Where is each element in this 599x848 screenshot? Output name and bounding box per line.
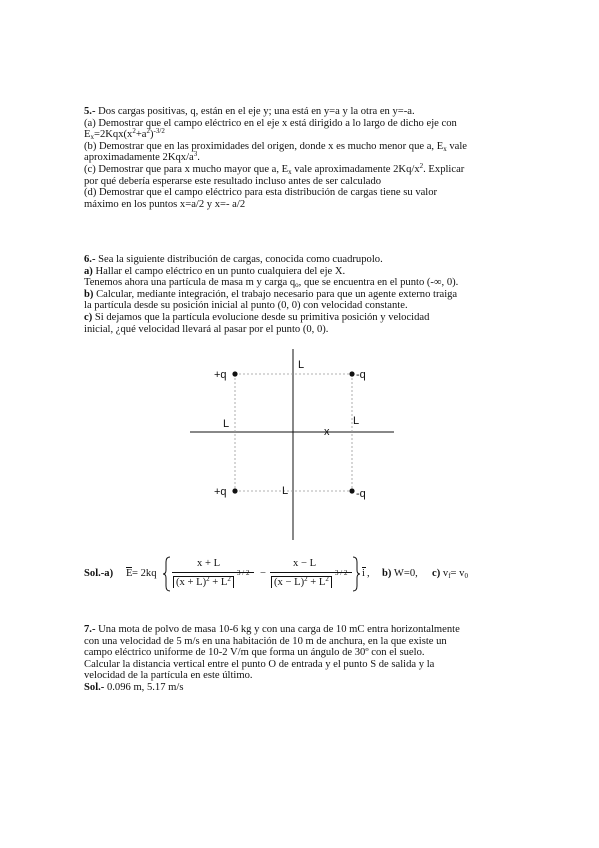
part-b-answer: b) W=0, <box>382 568 418 579</box>
problem-7-line-4: Calcular la distancia vertical entre el punto O de entrada y el punto S de salida y la <box>84 658 435 670</box>
x-axis-label: x <box>324 426 330 438</box>
unit-vector-i: i <box>362 568 365 579</box>
separator-comma: , <box>367 568 370 579</box>
charge-dot-bottom-right <box>349 488 354 493</box>
problem-6-line-3: Tenemos ahora una partícula de masa m y carga $q_o$, que se encuentra en el punto (-∞, 0). <box>84 277 459 290</box>
problem-5-number: 5.- <box>84 106 96 117</box>
problem-5-line-3: $E_x=2Kqx(x^2+a^2)^{-3/2}$ <box>84 127 165 142</box>
solution-6-label: Sol.-a) <box>84 568 114 579</box>
problem-6-line-1: 6.- Sea la siguiente distribución de cargas, conocida como cuadrupolo. <box>84 254 383 265</box>
equals-2kq: = 2kq <box>132 568 157 579</box>
problem-5-line-7: por qué debería esperarse este resultado incluso antes de ser calculado <box>84 175 382 187</box>
right-brace <box>352 556 360 592</box>
problem-7-solution: Sol.- 0.096 m, 5.17 m/s <box>84 681 184 693</box>
problem-6-line-6: c) Si dejamos que la partícula evolucione desde su primitiva posición y velocidad <box>84 311 430 323</box>
problem-5-line-2: (a) Demostrar que el campo eléctrico en el eje x está dirigido a lo largo de dicho eje con <box>84 117 457 129</box>
length-label-top: L <box>298 359 305 371</box>
charge-dot-bottom-left <box>232 488 237 493</box>
problem-5-line-1: 5.- Dos cargas positivas, q, están en el eje y; una está en y=a y la otra en y=-a. <box>84 106 415 117</box>
problem-7 <box>84 624 524 694</box>
problem-7-line-5: velocidad de la partícula en este último. <box>84 670 253 682</box>
problem-6-number: 6.- <box>84 254 96 265</box>
problem-5-line-9: máximo en los puntos x=a/2 y x=- a/2 <box>84 198 246 210</box>
quadrupole-diagram <box>188 349 400 540</box>
minus-sign: − <box>260 568 266 579</box>
length-label-bottom: L <box>282 485 289 497</box>
problem-7-number: 7.- <box>84 624 96 635</box>
fraction-2-numerator: x − L <box>293 558 317 569</box>
problem-5 <box>84 106 524 210</box>
charge-dot-top-right <box>349 371 354 376</box>
problem-5-line-6: (c) Demostrar que para x mucho mayor que a, $E_x$ vale aproximadamente $2Kq/x^2$. Explicar <box>84 161 465 176</box>
problem-7-line-2: con una velocidad de 5 m/s en una habitación de 10 m de anchura, en la que existe un <box>84 635 447 647</box>
charge-label-top-right: -q <box>356 369 366 381</box>
problem-5-line-4: (b) Demostrar que en las proximidades del origen, donde x es mucho menor que a, $E_x$ vale <box>84 140 467 153</box>
length-label-right: L <box>353 415 360 427</box>
unit-vector-bar <box>362 567 366 568</box>
problem-5-line-8: (d) Demostrar que el campo eléctrico para esta distribución de cargas tiene su valor <box>84 187 438 199</box>
problem-6-line-5: la partícula desde su posición inicial al punto (0, 0) con velocidad constante. <box>84 300 408 312</box>
part-c-answer: c) $v_f= v_0$ <box>432 568 468 580</box>
length-label-left: L <box>223 418 230 430</box>
charge-label-bottom-left: +q <box>214 486 227 498</box>
fraction-2-denominator: $(x - L)^2 + L^2$ <box>271 576 332 588</box>
problem-7-line-3: campo eléctrico uniforme de 10-2 V/m que forma un ángulo de 30º con el suelo. <box>84 647 425 659</box>
vector-e-symbol: E <box>126 568 133 579</box>
solution-6: Sol.-a) E = 2kq x + L $(x + L)^2 + L^2$ 3 / 2 − x − L $(x - L)^2 + L^2$ 3 / 2 i , b) W=0, c) $v_f= v_0$ <box>84 556 524 592</box>
problem-5-line-5: aproximadamente $2Kqx/a^3$. <box>84 150 200 164</box>
charge-dot-top-left <box>232 371 237 376</box>
fraction-1-denominator: $(x + L)^2 + L^2$ <box>173 576 234 588</box>
problem-6-line-4: b) Calcular, mediante integración, el trabajo necesario para que un agente externo traiga <box>84 288 458 300</box>
problem-6-line-2: a) Hallar el campo eléctrico en un punto cualquiera del eje X. <box>84 265 346 277</box>
charge-label-top-left: +q <box>214 369 227 381</box>
problem-7-line-1: 7.- Una mota de polvo de masa 10-6 kg y con una carga de 10 mC entra horizontalmente <box>84 624 460 635</box>
problem-6-line-7: inicial, ¿qué velocidad llevará al pasar por el punto (0, 0). <box>84 323 329 335</box>
left-brace <box>163 556 171 592</box>
fraction-1-numerator: x + L <box>197 558 221 569</box>
problem-6 <box>84 254 524 335</box>
charge-label-bottom-right: -q <box>356 488 366 500</box>
